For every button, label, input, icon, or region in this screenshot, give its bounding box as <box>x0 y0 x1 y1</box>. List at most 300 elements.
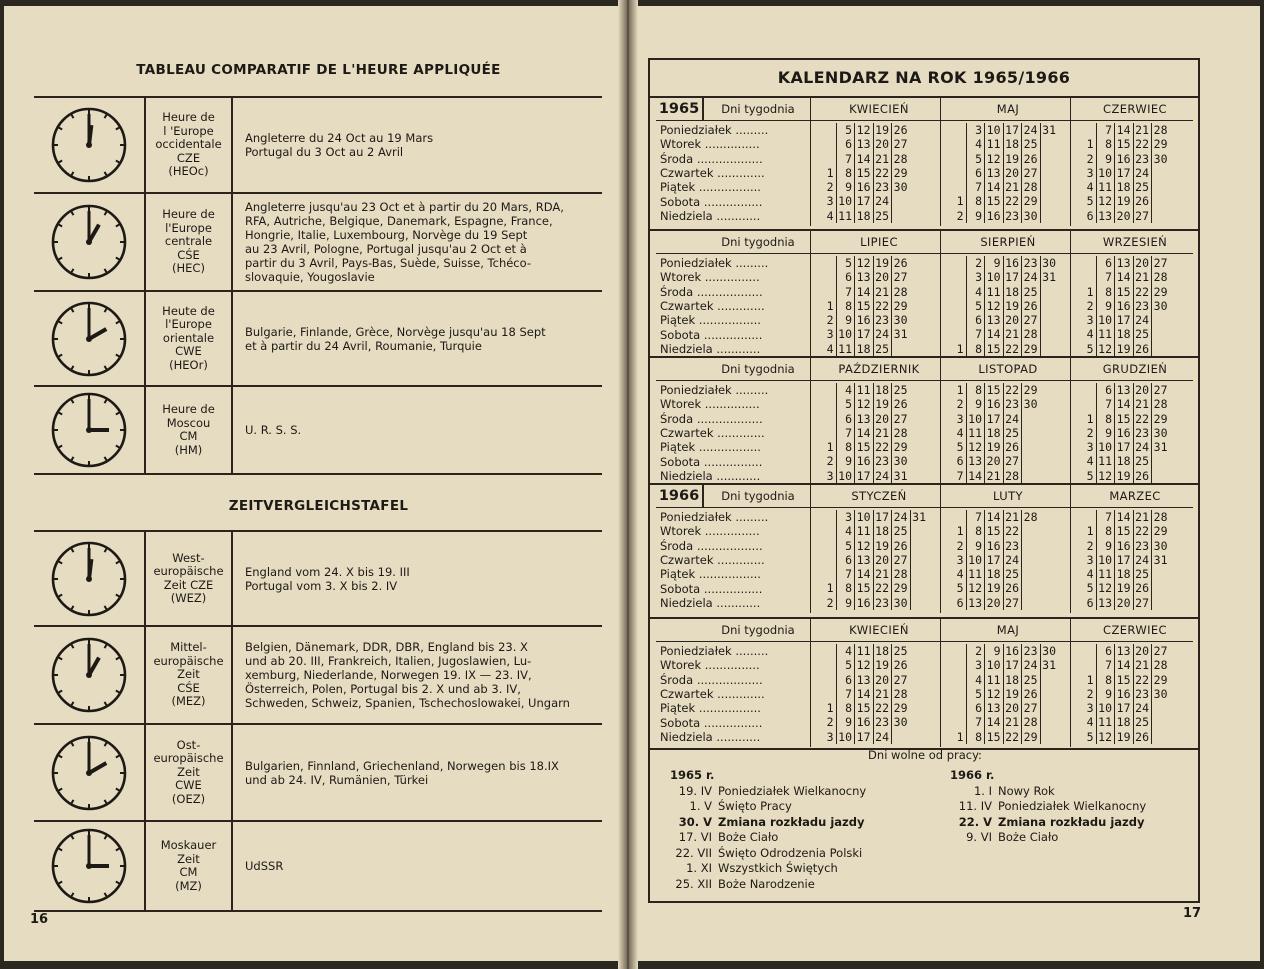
day-numbers-column: 5 6 7 8 9 10 11 <box>838 123 852 223</box>
day-numbers-column: 9 10 11 12 13 14 15 <box>986 256 1001 356</box>
day-numbers-column: 15 16 17 18 19 20 21 <box>986 383 1001 483</box>
zone-name-line: Zeit <box>177 764 200 779</box>
day-column-separator <box>1114 510 1115 610</box>
holiday-name: Zmiana rozkładu jazdy <box>998 814 1145 829</box>
day-numbers-column: 1 2 3 4 5 6 <box>1086 524 1094 610</box>
month-divider <box>1070 619 1071 747</box>
holidays-1965 <box>670 768 866 892</box>
clock-icon <box>49 635 129 715</box>
day-numbers-column: 27 28 29 30 <box>1153 256 1168 313</box>
weekday-name: Poniedziałek ......... <box>660 383 769 397</box>
day-column-separator <box>1133 510 1134 610</box>
clock-cell <box>34 386 145 474</box>
day-numbers-column: 13 14 15 16 17 18 19 <box>1116 644 1131 744</box>
zone-countries-line: Angleterre jusqu'au 23 Oct et à partir du 20 Mars, RDA, <box>245 200 564 214</box>
zone-countries-cell <box>232 724 602 821</box>
day-column-separator <box>836 383 837 483</box>
zone-name-line: (HM) <box>174 442 203 457</box>
day-numbers-column: 10 11 12 13 14 15 16 <box>986 123 1001 223</box>
day-numbers-column: 23 24 25 26 27 28 29 <box>1023 256 1038 356</box>
timezone-row <box>34 821 602 911</box>
day-numbers-column: 30 31 <box>1042 256 1056 285</box>
timezone-row <box>34 626 602 724</box>
zone-name-line: europäische <box>153 564 224 578</box>
day-column-separator <box>854 383 855 483</box>
day-numbers-column: 1 2 <box>826 581 834 610</box>
zone-countries-line: England vom 24. X bis 19. III <box>245 564 410 579</box>
weekday-name: Niedziela ............ <box>660 341 761 356</box>
timezone-row <box>34 724 602 821</box>
holiday-row <box>670 815 866 831</box>
day-numbers-column: 6 7 8 9 10 11 12 <box>1098 644 1112 744</box>
holiday-date: 25. XII <box>675 876 712 891</box>
month-divider <box>940 485 941 613</box>
holiday-row <box>670 830 866 846</box>
holiday-date: 19. IV <box>678 783 712 798</box>
title-fr: TABLEAU COMPARATIF DE L'HEURE APPLIQUÉE <box>136 62 501 78</box>
zone-name-cell <box>145 724 232 821</box>
day-column-separator <box>1096 256 1097 356</box>
day-numbers-column: 18 19 20 21 22 23 24 <box>875 383 889 483</box>
day-column-separator <box>1151 383 1152 483</box>
weekday-header: Dni tygodnia <box>721 235 795 249</box>
day-column-separator <box>891 644 892 744</box>
header-rule <box>656 641 1193 642</box>
zone-name-line: Zeit CZE <box>163 577 214 592</box>
zone-countries-line: Angleterre du 24 Oct au 19 Mars <box>245 131 434 145</box>
day-numbers-column: 26 27 28 29 30 <box>893 123 908 195</box>
weekday-name: Niedziela ............ <box>660 208 761 223</box>
zone-name-line: CŚE <box>177 680 200 695</box>
day-numbers-column: 4 5 6 7 8 9 10 <box>838 644 852 744</box>
holiday-date: 1. I <box>973 783 992 798</box>
zone-name-cell <box>145 531 232 626</box>
weekday-name: Poniedziałek ......... <box>660 510 769 524</box>
clock-cell <box>34 724 145 821</box>
zone-name-cell <box>145 821 232 911</box>
holiday-row <box>950 815 1146 831</box>
zone-name-line: europäische <box>153 751 224 766</box>
zone-name-line: l'Europe <box>165 317 212 332</box>
weekday-header: Dni tygodnia <box>721 489 795 503</box>
day-numbers-column: 17 18 19 20 21 22 23 <box>1005 123 1019 223</box>
day-numbers-column: 21 22 23 24 25 26 27 <box>1135 510 1149 610</box>
month-name: MARZEC <box>1109 489 1161 503</box>
weekday-name: Środa .................. <box>660 538 763 553</box>
weekday-name: Czwartek ............. <box>660 165 765 180</box>
day-column-separator <box>873 123 874 223</box>
day-column-separator <box>1151 256 1152 356</box>
day-column-separator <box>910 510 911 610</box>
holiday-name: Boże Ciało <box>998 830 1059 844</box>
day-numbers-column: 31 <box>1042 123 1056 137</box>
timezone-table-de <box>34 530 602 912</box>
zone-name-line: centrale <box>164 234 213 249</box>
holiday-date: 1. V <box>689 799 712 813</box>
page-number-left: 16 <box>30 912 49 927</box>
holidays-title: Dni wolne od pracy: <box>868 748 982 762</box>
day-numbers-column: 2 3 4 5 6 7 8 <box>975 644 982 744</box>
weekday-name: Poniedziałek ......... <box>660 256 769 270</box>
zone-name-line: l'Europe <box>165 220 212 235</box>
day-column-separator <box>1021 256 1022 356</box>
day-column-separator <box>836 644 837 744</box>
day-numbers-column: 1 2 3 4 5 <box>1086 672 1094 744</box>
day-numbers-column: 19 20 21 22 23 24 25 <box>875 123 889 223</box>
zone-name-line: (WEZ) <box>170 591 207 605</box>
day-numbers-column: 20 21 22 23 24 25 26 <box>1135 256 1149 356</box>
weekday-name: Środa .................. <box>660 151 763 166</box>
day-column-separator <box>873 383 874 483</box>
day-column-separator <box>1151 123 1152 223</box>
zone-countries-cell <box>232 531 602 626</box>
month-name: LISTOPAD <box>978 362 1038 376</box>
holiday-date: 22. V <box>958 814 992 829</box>
timezone-row <box>34 97 602 193</box>
zone-countries-line: und ab 20. III, Frankreich, Italien, Jugoslawien, Lu- <box>245 654 532 668</box>
day-numbers-column: 9 10 11 12 13 14 15 <box>986 644 1001 744</box>
day-column-separator <box>873 256 874 356</box>
clock-icon <box>49 390 129 470</box>
weekday-name: Niedziela ............ <box>660 729 761 744</box>
day-numbers-column: 1 2 3 4 5 <box>1086 411 1094 483</box>
holiday-name: Święto Pracy <box>718 799 792 813</box>
weekday-name: Piątek ................. <box>660 440 761 455</box>
calendar-block <box>656 485 1193 613</box>
day-numbers-column: 6 7 8 9 10 11 12 <box>1098 256 1112 356</box>
day-numbers-column: 3 4 5 6 7 8 9 <box>845 510 852 610</box>
month-name: WRZESIEŃ <box>1102 235 1168 249</box>
day-numbers-column: 3 4 5 6 7 8 9 <box>975 123 982 223</box>
day-numbers-column: 28 <box>1023 510 1038 524</box>
day-numbers-column: 25 26 27 28 29 30 <box>893 644 908 730</box>
holiday-name: Nowy Rok <box>998 783 1055 798</box>
clock-cell <box>34 821 145 911</box>
clock-icon <box>49 299 129 379</box>
weekday-name: Środa .................. <box>660 672 763 687</box>
day-column-separator <box>1003 256 1004 356</box>
day-numbers-column: 21 22 23 24 25 26 27 <box>1135 123 1149 223</box>
holiday-date: 30. V <box>678 814 712 829</box>
day-numbers-column: 12 13 14 15 16 17 18 <box>856 123 871 223</box>
day-numbers-column: 24 25 26 27 28 29 30 <box>893 510 908 610</box>
day-column-separator <box>1040 123 1041 223</box>
day-numbers-column: 28 29 30 <box>1153 123 1168 166</box>
holiday-date: 9. VI <box>966 830 992 844</box>
day-numbers-column: 26 27 28 29 30 31 <box>893 256 908 342</box>
month-divider <box>1070 231 1071 359</box>
timezone-row <box>34 386 602 474</box>
day-column-separator <box>836 256 837 356</box>
day-numbers-column: 16 17 18 19 20 21 22 <box>1005 644 1019 744</box>
month-name: KWIECIEŃ <box>849 102 909 116</box>
header-rule <box>656 380 1193 381</box>
day-numbers-column: 12 13 14 15 16 17 18 <box>856 256 871 356</box>
day-numbers-column: 1 2 3 4 <box>826 298 834 356</box>
holiday-name: Święto Odrodzenia Polski <box>718 845 863 860</box>
month-divider <box>940 358 941 486</box>
zone-name-line: Mittel- <box>170 640 207 655</box>
holiday-row <box>670 846 866 862</box>
zone-countries-line: partir du 3 Avril, Pays-Bas, Suède, Suisse, Tchéco- <box>245 256 532 270</box>
weekday-name: Środa .................. <box>660 411 763 426</box>
zone-countries-cell <box>232 291 602 386</box>
day-column-separator <box>966 383 967 483</box>
day-numbers-column: 1 2 3 4 5 <box>1086 284 1094 356</box>
day-numbers-column: 1 2 3 4 5 6 <box>956 524 964 610</box>
holiday-row <box>950 799 1146 815</box>
holiday-row <box>670 784 866 800</box>
zone-name-line: l 'Europe <box>163 123 214 138</box>
zone-countries-cell <box>232 386 602 474</box>
book-gutter <box>618 0 638 969</box>
day-numbers-column: 4 5 6 7 8 9 10 <box>838 383 852 483</box>
day-column-separator <box>1133 644 1134 744</box>
header-rule <box>656 120 1193 121</box>
clock-icon <box>49 826 129 906</box>
zone-name-cell <box>145 97 232 193</box>
holiday-row <box>950 784 1146 800</box>
zone-name-line: Heute de <box>162 303 215 318</box>
day-numbers-column: 28 29 30 31 <box>1153 510 1168 567</box>
weekday-name: Niedziela ............ <box>660 468 761 483</box>
weekday-header: Dni tygodnia <box>721 623 795 637</box>
month-name: GRUDZIEŃ <box>1102 362 1168 376</box>
weekday-name: Piątek ................. <box>660 313 761 328</box>
zone-countries-cell <box>232 97 602 193</box>
calendar-block <box>656 619 1193 747</box>
holiday-name: Boże Ciało <box>718 830 779 844</box>
day-column-separator <box>1151 644 1152 744</box>
day-numbers-column: 1 2 3 4 <box>826 165 834 223</box>
day-numbers-column: 13 14 15 16 17 18 19 <box>1116 383 1131 483</box>
zone-name-cell <box>145 626 232 724</box>
day-column-separator <box>836 123 837 223</box>
month-name: CZERWIEC <box>1103 623 1167 637</box>
day-column-separator <box>854 256 855 356</box>
day-numbers-column: 7 8 9 10 11 12 13 <box>1098 123 1112 223</box>
day-numbers-column: 31 <box>912 510 926 524</box>
month-name: LUTY <box>993 489 1023 503</box>
zone-name-line: Heure de <box>162 207 215 222</box>
month-name: PAŹDZIERNIK <box>838 362 920 376</box>
timezone-row <box>34 531 602 626</box>
clock-cell <box>34 97 145 193</box>
day-column-separator <box>1021 123 1022 223</box>
month-name: CZERWIEC <box>1103 102 1167 116</box>
holiday-date: 1. XI <box>686 861 712 875</box>
day-numbers-column: 18 19 20 21 22 23 24 <box>875 644 889 744</box>
month-name: MAJ <box>996 623 1020 637</box>
day-column-separator <box>1114 256 1115 356</box>
zone-name-line: CWE <box>175 778 202 793</box>
day-column-separator <box>1114 123 1115 223</box>
holiday-row <box>950 830 1146 846</box>
calendar-block <box>656 231 1193 359</box>
zone-countries-line: UdSSR <box>245 859 284 873</box>
holiday-row <box>670 799 866 815</box>
zone-name-line: occidentale <box>155 137 222 152</box>
day-column-separator <box>1096 510 1097 610</box>
zone-countries-line: Österreich, Polen, Portugal bis 2. X und ab 3. IV, <box>245 682 521 696</box>
holidays-year-label: 1965 r. <box>670 768 715 782</box>
day-column-separator <box>966 644 967 744</box>
weekday-name: Czwartek ............. <box>660 552 765 567</box>
month-divider <box>810 358 811 486</box>
weekday-header: Dni tygodnia <box>721 362 795 376</box>
zone-name-line: Heure de <box>162 110 215 125</box>
zone-name-line: Moskauer <box>160 838 217 852</box>
zone-countries-line: et à partir du 24 Avril, Roumanie, Turquie <box>245 338 482 353</box>
weekday-name: Wtorek ............... <box>660 137 760 152</box>
day-numbers-column: 20 21 22 23 24 25 26 <box>1135 644 1149 744</box>
clock-cell <box>34 626 145 724</box>
zone-name-line: Moscou <box>166 415 211 430</box>
clock-icon <box>49 539 129 619</box>
day-column-separator <box>1021 510 1022 610</box>
day-column-separator <box>854 510 855 610</box>
holidays-1966 <box>950 768 1146 846</box>
zone-name-line: europäische <box>153 653 224 668</box>
weekday-name: Piątek ................. <box>660 701 761 716</box>
weekday-name: Sobota ................ <box>660 581 763 596</box>
weekday-name: Poniedziałek ......... <box>660 644 769 658</box>
day-column-separator <box>1114 644 1115 744</box>
zone-name-line: (OEZ) <box>171 791 206 806</box>
zone-name-cell <box>145 386 232 474</box>
timezone-row <box>34 193 602 291</box>
zone-name-cell <box>145 291 232 386</box>
day-numbers-column: 24 25 26 27 28 29 30 <box>1023 123 1038 223</box>
weekday-name: Niedziela ............ <box>660 595 761 610</box>
weekday-name: Wtorek ............... <box>660 270 760 285</box>
day-numbers-column: 1 <box>956 341 964 356</box>
month-divider <box>940 231 941 359</box>
month-divider <box>810 231 811 359</box>
zone-countries-line: Portugal du 3 Oct au 2 Avril <box>245 145 404 159</box>
holidays-year-label: 1966 r. <box>950 768 995 782</box>
day-numbers-column: 27 28 29 30 31 <box>1153 383 1168 455</box>
day-numbers-column: 1 2 3 4 5 6 <box>1086 137 1094 223</box>
weekday-name: Sobota ................ <box>660 327 763 342</box>
zone-name-cell <box>145 193 232 291</box>
day-numbers-column: 25 26 27 28 29 30 31 <box>893 383 908 483</box>
day-numbers-column: 14 15 16 17 18 19 20 <box>986 510 1001 610</box>
zone-countries-line: Hongrie, Italie, Luxembourg, Norvège du 19 Sept <box>245 228 528 242</box>
day-numbers-column: 20 21 22 23 24 25 26 <box>1135 383 1149 483</box>
weekday-name: Wtorek ............... <box>660 397 760 412</box>
day-column-separator <box>966 510 967 610</box>
clock-icon <box>49 202 129 282</box>
day-numbers-column: 8 9 10 11 12 13 14 <box>968 383 982 483</box>
day-numbers-column: 13 14 15 16 17 18 19 <box>1116 256 1131 356</box>
zone-countries-line: RFA, Autriche, Belgique, Danemark, Espagne, France, <box>245 214 553 228</box>
day-column-separator <box>984 123 985 223</box>
holiday-date: 22. VII <box>675 845 712 860</box>
day-numbers-column: 23 24 25 26 27 28 29 <box>1023 644 1038 744</box>
clock-icon <box>49 733 129 813</box>
month-divider <box>810 485 811 613</box>
day-column-separator <box>1114 383 1115 483</box>
header-rule <box>656 253 1193 254</box>
month-divider <box>940 98 941 226</box>
header-rule <box>656 507 1193 508</box>
day-column-separator <box>1151 510 1152 610</box>
day-column-separator <box>854 123 855 223</box>
month-divider <box>1070 485 1071 613</box>
clock-cell <box>34 291 145 386</box>
zone-countries-line: xemburg, Niederlande, Norwegen 19. IX — 23. IV, <box>245 668 532 682</box>
zone-countries-line: slovaquie, Yougoslavie <box>245 270 375 284</box>
weekday-name: Sobota ................ <box>660 194 763 209</box>
day-numbers-column: 19 20 21 22 23 24 25 <box>875 256 889 356</box>
day-column-separator <box>891 510 892 610</box>
holiday-date: 17. VI <box>678 830 712 844</box>
calendar-block <box>656 358 1193 486</box>
weekday-header: Dni tygodnia <box>721 102 795 116</box>
clock-icon <box>49 105 129 185</box>
day-column-separator <box>966 123 967 223</box>
month-divider <box>810 98 811 226</box>
day-numbers-column: 6 7 8 9 10 11 12 <box>1098 383 1112 483</box>
zone-name-line: Heure de <box>162 402 215 416</box>
zone-name-line: CWE <box>175 344 202 359</box>
month-divider <box>1070 98 1071 226</box>
day-numbers-column: 14 15 16 17 18 19 20 <box>1116 123 1131 223</box>
weekday-name: Piątek ................. <box>660 567 761 582</box>
day-numbers-column: 1 <box>956 729 964 744</box>
day-numbers-column: 10 11 12 13 14 15 16 <box>856 510 871 610</box>
holiday-row <box>670 877 866 893</box>
holiday-row <box>670 861 866 877</box>
day-column-separator <box>1003 383 1004 483</box>
zone-name-line: orientale <box>162 330 215 345</box>
zone-name-line: (HEOr) <box>169 357 208 372</box>
weekday-name: Poniedziałek ......... <box>660 123 769 137</box>
zone-name-line: (MEZ) <box>171 694 206 709</box>
day-column-separator <box>873 510 874 610</box>
day-column-separator <box>1040 256 1041 356</box>
day-numbers-column: 14 15 16 17 18 19 20 <box>1116 510 1131 610</box>
holiday-name: Wszystkich Świętych <box>718 861 838 875</box>
day-numbers-column: 11 12 13 14 15 16 17 <box>856 383 871 483</box>
holiday-name: Boże Narodzenie <box>718 876 815 891</box>
zone-name-line: Zeit <box>177 667 200 682</box>
calendar-title: KALENDARZ NA ROK 1965/1966 <box>777 68 1071 87</box>
day-column-separator <box>1133 383 1134 483</box>
zone-countries-line: Bulgarie, Finlande, Grèce, Norvège jusqu'au 18 Sept <box>245 324 546 339</box>
day-numbers-column: 2 3 4 5 6 7 8 <box>975 256 982 356</box>
day-column-separator <box>1096 383 1097 483</box>
timezone-row <box>34 291 602 386</box>
day-numbers-column: 7 8 9 10 11 12 13 <box>968 510 982 610</box>
year-label: 1966 <box>656 485 704 507</box>
day-numbers-column: 5 6 7 8 9 10 11 <box>838 256 852 356</box>
zone-countries-line: U. R. S. S. <box>245 423 302 437</box>
zone-countries-line: Portugal vom 3. X bis 2. IV <box>245 578 398 593</box>
day-column-separator <box>1003 644 1004 744</box>
month-name: KWIECIEŃ <box>849 623 909 637</box>
zone-name-line: CZE <box>176 150 201 165</box>
day-numbers-column: 7 8 9 10 11 12 13 <box>1098 510 1112 610</box>
zone-countries-line: Schweden, Schweiz, Spanien, Tschechoslowakei, Ungarn <box>245 696 570 710</box>
weekday-name: Sobota ................ <box>660 715 763 730</box>
day-numbers-column: 30 31 <box>1042 644 1056 673</box>
holiday-name: Zmiana rozkładu jazdy <box>718 814 865 829</box>
day-column-separator <box>1021 383 1022 483</box>
zone-countries-cell <box>232 193 602 291</box>
day-column-separator <box>984 644 985 744</box>
